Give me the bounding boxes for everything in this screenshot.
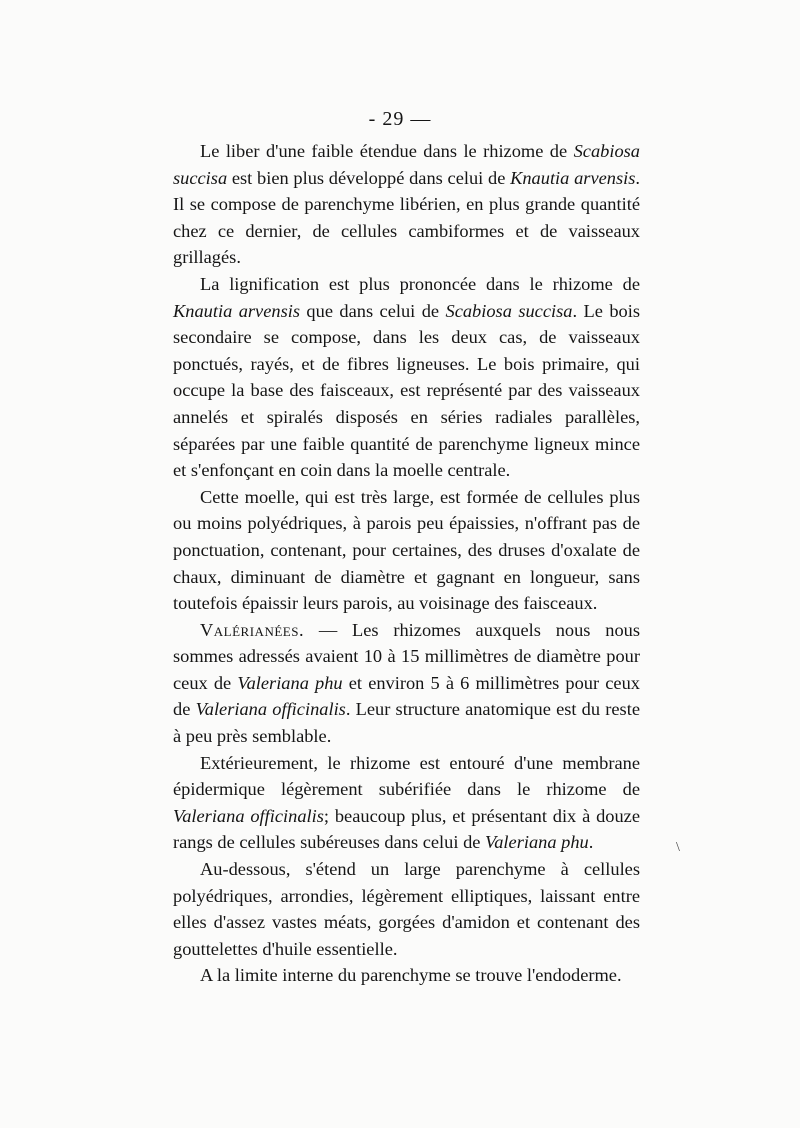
taxon-name: Knautia arvensis (510, 167, 636, 188)
taxon-name: Valeriana phu (237, 672, 343, 693)
body-text (173, 138, 640, 989)
taxon-name: Scabiosa succisa (445, 300, 573, 321)
taxon-name: Valeriana phu (485, 832, 589, 853)
paragraph-liber: Le liber d'une faible étendue dans le rhizome de Scabiosa succisa est bien plus développé dans celui de Knautia arvensis. Il se compose de parenchyme libérien, en plus grande quantité chez ce dernier, de cellules cambiformes et de vaisseaux grillagés. (173, 141, 640, 268)
paragraph-endoderme: A la limite interne du parenchyme se trouve l'endoderme. (200, 965, 622, 986)
paragraph-au-dessous: Au-dessous, s'étend un large parenchyme à cellules polyédriques, arrondies, légèrement elliptiques, laissant entre elles d'assez vastes méats, gorgées d'amidon et contenant des gouttelettes d'huile essentielle. (173, 859, 640, 959)
taxon-name: Scabiosa succisa (173, 141, 640, 188)
paragraph-exterieurement: Extérieurement, le rhizome est entouré d'une membrane épidermique légèrement subérifiée dans le rhizome de Valeriana officinalis; beaucoup plus, et présentant dix à douze rangs de cellules subéreuses dans celui de Valeriana phu. (173, 752, 640, 853)
paragraph-lignification: La lignification est plus prononcée dans le rhizome de Knautia arvensis que dans celui de Scabiosa succisa. Le bois secondaire se compose, dans les deux cas, de vaisseaux ponctués, rayés, et de fibres ligneuses. Le bois primaire, qui occupe la base des faisceaux, est représenté par des vaisseaux annelés et spiralés disposés en séries radiales parallèles, séparées par une faible quantité de parenchyme ligneux mince et s'enfonçant en coin dans la moelle centrale. (173, 273, 640, 481)
taxon-name: Knautia arvensis (173, 300, 300, 321)
taxon-name: Valeriana officinalis (195, 699, 346, 720)
taxon-name: Valeriana officinalis (173, 805, 324, 826)
paragraph-moelle: Cette moelle, qui est très large, est formée de cellules plus ou moins polyédriques, à parois peu épaissies, n'offrant pas de ponctuation, contenant, pour certaines, des druses d'oxalate de chaux, diminuant de diamètre et gagnant en longueur, sans toutefois épaissir leurs parois, au voisinage des faisceaux. (173, 486, 640, 614)
page-number: - 29 — (368, 108, 432, 130)
paragraph-valerianees: Valérianées. — Les rhizomes auxquels nous nous sommes adressés avaient 10 à 15 millimètres de diamètre pour ceux de Valeriana phu et environ 5 à 6 millimètres pour ceux de Valeriana officinalis. Leur structure anatomique est du reste à peu près semblable. (173, 619, 640, 747)
section-heading: Valérianées. (200, 619, 305, 640)
margin-mark: \ (676, 840, 680, 855)
